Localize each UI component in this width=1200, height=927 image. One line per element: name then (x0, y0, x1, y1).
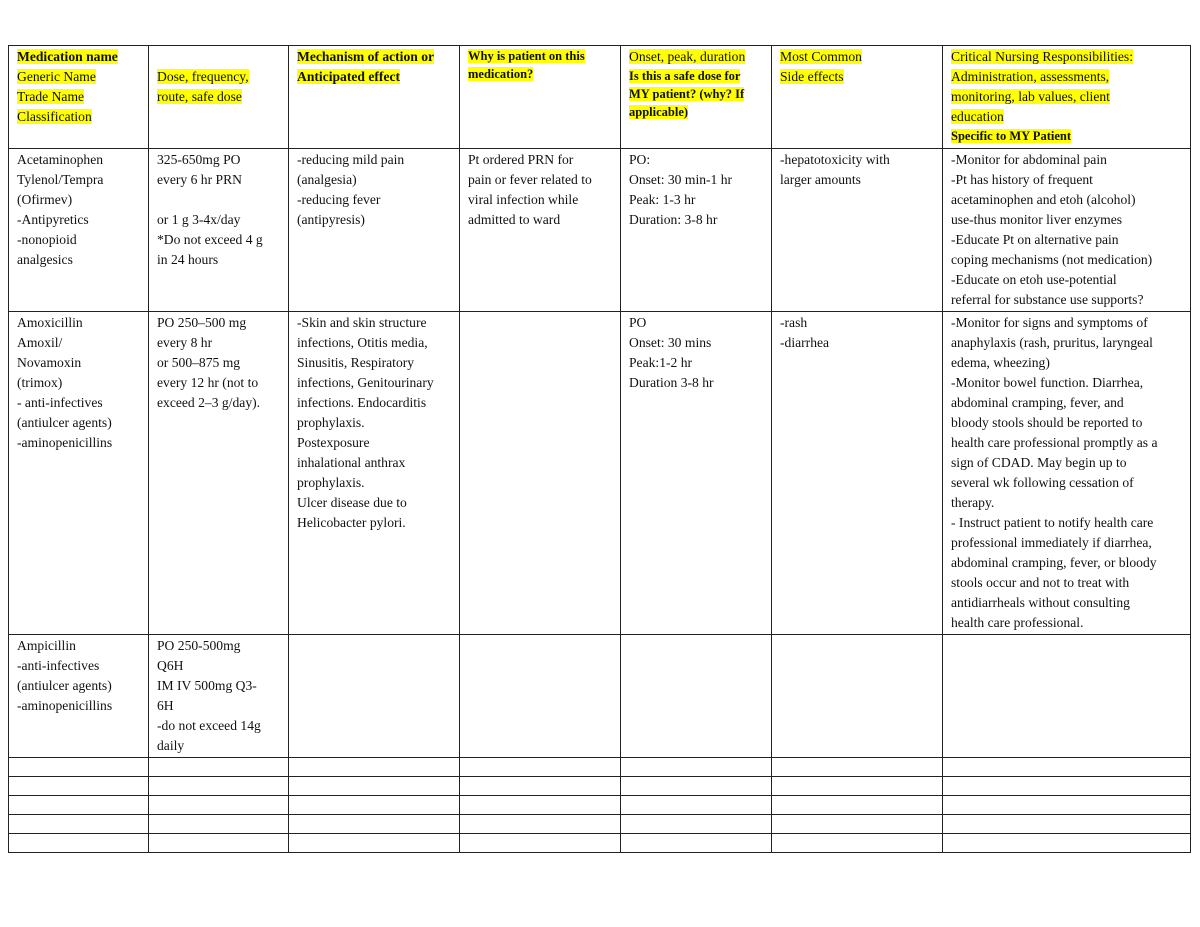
blank-cell (9, 777, 149, 796)
cell-text-line: -aminopenicillins (17, 435, 113, 450)
blank-cell (9, 815, 149, 834)
cell-why (460, 312, 621, 635)
table-row (9, 149, 1191, 312)
blank-row (9, 815, 1191, 834)
cell-text-line: Acetaminophen (17, 152, 104, 167)
cell-text-line: edema, wheezing) (951, 355, 1050, 370)
cell-text-line: abdominal cramping, fever, and (951, 395, 1124, 410)
cell-side-effects (772, 312, 943, 635)
header-why-line2: medication? (468, 67, 534, 81)
cell-text-line: prophylaxis. (297, 475, 365, 490)
header-dose-line2: route, safe dose (157, 89, 242, 104)
cell-text-line: anaphylaxis (rash, pruritus, laryngeal (951, 335, 1153, 350)
cell-text-line: -Skin and skin structure (297, 315, 427, 330)
cell-text-line: prophylaxis. (297, 415, 365, 430)
cell-onset (621, 635, 772, 758)
header-why (460, 46, 621, 149)
cell-medication (9, 312, 149, 635)
blank-cell (9, 834, 149, 853)
cell-text-line: -Pt has history of frequent (951, 172, 1093, 187)
cell-mechanism (289, 312, 460, 635)
cell-text-line: Postexposure (297, 435, 370, 450)
cell-text-line: Tylenol/Tempra (17, 172, 104, 187)
cell-nursing (943, 149, 1191, 312)
header-trade-name: Trade Name (17, 89, 85, 104)
blank-cell (943, 758, 1191, 777)
cell-text-line: infections, Otitis media, (297, 335, 428, 350)
cell-text-line: PO: (629, 152, 651, 167)
blank-cell (621, 777, 772, 796)
cell-text-line: (analgesia) (297, 172, 357, 187)
blank-cell (9, 796, 149, 815)
cell-text-line: viral infection while (468, 192, 579, 207)
cell-onset (621, 149, 772, 312)
cell-onset (621, 312, 772, 635)
blank-cell (289, 777, 460, 796)
cell-text-line: (antipyresis) (297, 212, 365, 227)
cell-text-line: health care professional. (951, 615, 1084, 630)
cell-text-line: bloody stools should be reported to (951, 415, 1143, 430)
cell-text-line: -aminopenicillins (17, 698, 113, 713)
cell-text-line: antidiarrheals without consulting (951, 595, 1130, 610)
blank-row (9, 796, 1191, 815)
cell-text-line: -anti-infectives (17, 658, 100, 673)
cell-text-line: infections. Endocarditis (297, 395, 427, 410)
cell-text-line: *Do not exceed 4 g (157, 232, 263, 247)
header-specific-to-patient: Specific to MY Patient (951, 129, 1071, 143)
cell-text-line: -reducing mild pain (297, 152, 405, 167)
cell-text-line (157, 190, 280, 210)
cell-text-line: IM IV 500mg Q3- (157, 678, 257, 693)
blank-cell (772, 758, 943, 777)
table-row (9, 312, 1191, 635)
cell-text-line: Duration 3-8 hr (629, 375, 714, 390)
cell-text-line: acetaminophen and etoh (alcohol) (951, 192, 1136, 207)
blank-cell (289, 834, 460, 853)
cell-text-line: Onset: 30 mins (629, 335, 712, 350)
blank-row (9, 758, 1191, 777)
cell-text-line: every 12 hr (not to (157, 375, 259, 390)
cell-text-line: - Instruct patient to notify health care (951, 515, 1154, 530)
header-onset-line1: Onset, peak, duration (629, 49, 746, 64)
cell-text-line: or 500–875 mg (157, 355, 241, 370)
cell-text-line: -do not exceed 14g (157, 718, 261, 733)
cell-text-line: 6H (157, 698, 174, 713)
blank-cell (460, 796, 621, 815)
blank-cell (289, 796, 460, 815)
header-nursing-line3: monitoring, lab values, client (951, 89, 1110, 104)
cell-side-effects (772, 635, 943, 758)
cell-text-line: -Educate on etoh use-potential (951, 272, 1117, 287)
blank-cell (772, 777, 943, 796)
cell-text-line: Sinusitis, Respiratory (297, 355, 415, 370)
cell-text-line: Onset: 30 min-1 hr (629, 172, 733, 187)
cell-medication (9, 635, 149, 758)
header-safe-dose-line3: applicable) (629, 105, 689, 119)
cell-text-line: therapy. (951, 495, 995, 510)
cell-text-line: sign of CDAD. May begin up to (951, 455, 1127, 470)
header-nursing-line1: Critical Nursing Responsibilities: (951, 49, 1133, 64)
cell-text-line: Pt ordered PRN for (468, 152, 574, 167)
blank-cell (460, 834, 621, 853)
cell-text-line: Helicobacter pylori. (297, 515, 406, 530)
cell-text-line: 325-650mg PO (157, 152, 241, 167)
cell-medication (9, 149, 149, 312)
cell-text-line: -Educate Pt on alternative pain (951, 232, 1119, 247)
cell-text-line: Ampicillin (17, 638, 76, 653)
cell-nursing (943, 312, 1191, 635)
blank-cell (149, 815, 289, 834)
blank-cell (772, 815, 943, 834)
cell-text-line: health care professional promptly as a (951, 435, 1158, 450)
cell-text-line: Peak: 1-3 hr (629, 192, 696, 207)
blank-cell (289, 815, 460, 834)
blank-cell (9, 758, 149, 777)
cell-text-line: coping mechanisms (not medication) (951, 252, 1153, 267)
blank-cell (943, 796, 1191, 815)
cell-text-line: Novamoxin (17, 355, 82, 370)
header-nursing-line4: education (951, 109, 1004, 124)
cell-text-line: (antiulcer agents) (17, 415, 112, 430)
blank-cell (621, 834, 772, 853)
blank-cell (460, 777, 621, 796)
header-side-effects (772, 46, 943, 149)
cell-side-effects (772, 149, 943, 312)
blank-cell (149, 758, 289, 777)
cell-text-line: (antiulcer agents) (17, 678, 112, 693)
cell-text-line: Duration: 3-8 hr (629, 212, 718, 227)
blank-row (9, 834, 1191, 853)
cell-text-line: professional immediately if diarrhea, (951, 535, 1152, 550)
blank-cell (149, 796, 289, 815)
cell-text-line: -Monitor for signs and symptoms of (951, 315, 1148, 330)
cell-text-line: exceed 2–3 g/day). (157, 395, 261, 410)
header-onset (621, 46, 772, 149)
cell-text-line: stools occur and not to treat with (951, 575, 1130, 590)
blank-row (9, 777, 1191, 796)
header-safe-dose-line1: Is this a safe dose for (629, 69, 741, 83)
header-classification: Classification (17, 109, 92, 124)
cell-mechanism (289, 149, 460, 312)
cell-text-line: -Monitor for abdominal pain (951, 152, 1107, 167)
cell-text-line: inhalational anthrax (297, 455, 406, 470)
blank-cell (943, 815, 1191, 834)
cell-text-line: larger amounts (780, 172, 861, 187)
cell-text-line: daily (157, 738, 185, 753)
blank-cell (943, 834, 1191, 853)
cell-why (460, 149, 621, 312)
cell-text-line: - anti-infectives (17, 395, 103, 410)
cell-text-line: or 1 g 3-4x/day (157, 212, 241, 227)
blank-cell (289, 758, 460, 777)
cell-text-line: PO (629, 315, 647, 330)
cell-text-line: use-thus monitor liver enzymes (951, 212, 1123, 227)
cell-mechanism (289, 635, 460, 758)
header-side-effects-line2: Side effects (780, 69, 844, 84)
header-side-effects-line1: Most Common (780, 49, 862, 64)
cell-text-line: -reducing fever (297, 192, 381, 207)
header-medication-name (9, 46, 149, 149)
header-why-line1: Why is patient on this (468, 49, 585, 63)
cell-text-line: Ulcer disease due to (297, 495, 407, 510)
cell-text-line: -diarrhea (780, 335, 830, 350)
header-nursing (943, 46, 1191, 149)
cell-text-line: -rash (780, 315, 808, 330)
cell-text-line: (Ofirmev) (17, 192, 73, 207)
blank-cell (149, 834, 289, 853)
cell-text-line: -Monitor bowel function. Diarrhea, (951, 375, 1144, 390)
cell-text-line: pain or fever related to (468, 172, 592, 187)
cell-why (460, 635, 621, 758)
blank-cell (621, 815, 772, 834)
blank-cell (772, 796, 943, 815)
cell-text-line: -Antipyretics (17, 212, 89, 227)
header-safe-dose-line2: MY patient? (why? If (629, 87, 745, 101)
cell-text-line: Q6H (157, 658, 184, 673)
cell-text-line: in 24 hours (157, 252, 219, 267)
blank-rows (9, 758, 1191, 853)
header-dose-line1: Dose, frequency, (157, 69, 249, 84)
blank-cell (460, 815, 621, 834)
blank-cell (621, 796, 772, 815)
cell-dose (149, 635, 289, 758)
cell-nursing (943, 635, 1191, 758)
cell-text-line: Amoxil/ (17, 335, 63, 350)
blank-cell (621, 758, 772, 777)
cell-text-line: every 6 hr PRN (157, 172, 242, 187)
header-nursing-line2: Administration, assessments, (951, 69, 1110, 84)
header-row (9, 46, 1191, 149)
header-medication-name-title: Medication name (17, 49, 118, 64)
cell-text-line: -nonopioid (17, 232, 77, 247)
cell-text-line: admitted to ward (468, 212, 561, 227)
blank-cell (149, 777, 289, 796)
cell-dose (149, 312, 289, 635)
cell-text-line: infections, Genitourinary (297, 375, 434, 390)
cell-dose (149, 149, 289, 312)
cell-text-line: Amoxicillin (17, 315, 83, 330)
header-mechanism-line2: Anticipated effect (297, 69, 401, 84)
cell-text-line: several wk following cessation of (951, 475, 1134, 490)
header-mechanism (289, 46, 460, 149)
cell-text-line: referral for substance use supports? (951, 292, 1144, 307)
header-generic-name: Generic Name (17, 69, 96, 84)
medication-table (8, 45, 1191, 853)
cell-text-line: PO 250-500mg (157, 638, 241, 653)
cell-text-line: every 8 hr (157, 335, 213, 350)
blank-cell (772, 834, 943, 853)
header-dose (149, 46, 289, 149)
blank-cell (943, 777, 1191, 796)
cell-text-line: (trimox) (17, 375, 63, 390)
blank-cell (460, 758, 621, 777)
table-row (9, 635, 1191, 758)
cell-text-line: -hepatotoxicity with (780, 152, 890, 167)
cell-text-line: abdominal cramping, fever, or bloody (951, 555, 1157, 570)
cell-text-line: PO 250–500 mg (157, 315, 247, 330)
cell-text-line: analgesics (17, 252, 73, 267)
header-mechanism-line1: Mechanism of action or (297, 49, 435, 64)
cell-text-line: Peak:1-2 hr (629, 355, 693, 370)
